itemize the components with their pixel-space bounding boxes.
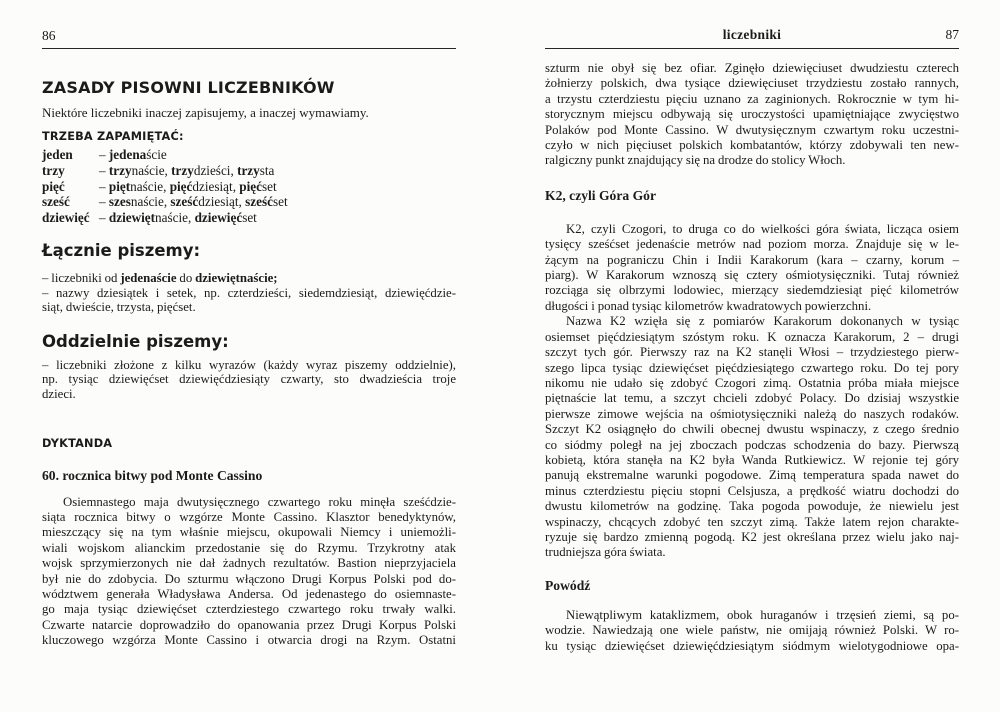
text-line: storycznym miejscu odbywają się uroczystości upamiętniające zwycięstwo [545, 107, 959, 122]
text-line: go maja tysiąc dziewięćset czterdziestego czwartego roku trwały walki. [42, 602, 456, 617]
join-rule-item-2 [42, 286, 456, 315]
derived-suffix: naście [130, 194, 164, 210]
text-line: K2, czyli Czogori, to druga co do wielkości góra świata, licząca osiem [566, 221, 959, 236]
continuation-text [545, 61, 959, 169]
intro-text: Niektóre liczebniki inaczej zapisujemy, a inaczej wymawiamy. [42, 105, 369, 120]
text-line: czyło w nich pięciuset polskich kombatantów, którzy zdobywali ten new- [545, 138, 959, 153]
text-line: siąt, dwieście, trzysta, pięćset. [42, 300, 196, 315]
text-line: szturm nie obył się bez ofiar. Zginęło dziewięciuset dwudziestu czterech [545, 61, 959, 75]
derived-suffix: set [262, 178, 277, 194]
text-line: Czwarte natarcie doprowadziło do opanowania przez Drugi Korpus Polski [42, 617, 456, 632]
text-line: piętnaście lat temu, a szczyt chcieli zdobyć Polacy. Do dzisiaj wszystkie [545, 391, 959, 406]
derived-stem: dziewięć [194, 210, 243, 226]
k2-text-part1 [545, 222, 959, 314]
text-line: mieszczący się na tym właśnie miejscu, okupowali Niemcy i uniemożli- [42, 525, 456, 540]
text-line: żącym na pograniczu Chin i Indii Karakorum (kara – czarny, korum – [545, 252, 959, 267]
text-line: – liczebniki złożone z kilku wyrazów (każdy wyraz piszemy oddzielnie), [42, 357, 456, 372]
text-line [42, 271, 456, 286]
text-line: siąta rocznica bitwy o wzgórze Monte Cassino. Klasztor benedyktynów, [42, 509, 456, 524]
text-line: wodzie. Nawiedzają one wiele państw, nie omijają również Polski. W ro- [545, 623, 959, 638]
text-line: Polaków pod Monte Cassino. W dwutysięcznym czwartym roku uczestni- [545, 122, 959, 137]
derived-stem: trzy [108, 162, 132, 178]
remember-row: jeden – jedenaście [42, 147, 167, 162]
base-numeral: pięć [42, 178, 65, 194]
text-line: trudniejsza góra świata. [545, 545, 666, 560]
text-line: ryzuje się bardzo zmienną pogodą. K2 jest określana przez wielu jako naj- [545, 529, 959, 544]
emphasis-text: jedenaście [120, 270, 177, 285]
text-line: wództwem generała Władysława Andersa. Od jedenastego do osiemnaste- [42, 586, 456, 601]
text-line: nikomu nie udało się zdobyć Czogori zimą. Ostatnia próba miała miejsce [545, 375, 959, 390]
text-line: osiemset pięćdziesiątym szóstym roku. K oznacza Karakorum, 2 – drugi [545, 329, 959, 344]
derived-suffix: naście [130, 178, 164, 194]
k2-text-part2 [545, 314, 959, 561]
text-line: a trzystu czterdziestu pięciu uznano za zaginionych. Rokrocznie w tym hi- [545, 91, 959, 106]
dictation-text [42, 495, 456, 649]
derived-stem: sześć [245, 194, 273, 210]
running-head: liczebniki [722, 27, 782, 42]
text-line: co siódmy poległ na jej zboczach podczas schodzenia do bazy. Pierwszą [545, 437, 959, 452]
text-line: szczyt tych gór. Pierwszy raz na K2 stanęli Włosi – trzydziestego pierw- [545, 345, 959, 360]
derived-suffix: dziesiąt [192, 178, 233, 194]
page-number-right: 87 [945, 27, 959, 42]
text-line: wojsk sprzymierzonych nie dał żadnych rezultatów. Bastion nieprzyjaciela [42, 556, 456, 571]
remember-row: pięć – piętnaście, pięćdziesiąt, pięćset [42, 178, 277, 194]
derived-suffix: ście [146, 147, 167, 162]
derived-stem: trzy [171, 162, 194, 178]
text-line: Szczyt K2 osiągnęło do chwili obecnej dwustu wspinaczy, z czego średnio [545, 422, 959, 437]
derived-stem: pięt [108, 178, 131, 194]
text-line: wspinaczy, chcących zdobyć ten szczyt zimą. Także latem rejon charakte- [545, 514, 959, 529]
text-line: Osiemnastego maja dwutysięcznego czwartego roku minęła sześćdzie- [63, 494, 456, 509]
derived-suffix: naście [155, 210, 188, 226]
page-header-right [545, 27, 959, 49]
remember-row: trzy – trzynaście, trzydzieści, trzysta [42, 162, 275, 178]
page-header-left [42, 27, 456, 49]
text-line: kobietą, która stanęła na K2 była Wanda Rutkiewicz. W rejonie tej góry [545, 452, 959, 467]
text-line: ku tysiąc dziewięćset dziewięćdziesiątym siódmym wielotygodniowe opa- [545, 638, 959, 653]
emphasis-text: dziewiętnaście; [195, 270, 278, 285]
plain-text: do [176, 270, 196, 285]
text-line: szego lipca tysiąc dziewięćset pięćdziesiątego czwartego roku. Do tej pory [545, 360, 959, 375]
derived-stem: pięć [169, 178, 193, 194]
text-line: – nazwy dziesiątek i setek, np. czterdzieści, siedemdziesiąt, dziewięćdzie- [42, 285, 456, 300]
page-right [545, 27, 959, 654]
derived-stem: dziewięt [108, 210, 156, 226]
flood-heading: Powódź [545, 577, 591, 593]
remember-row: dziewięć – dziewiętnaście, dziewięćset [42, 210, 257, 226]
derived-stem: pięć [239, 178, 262, 194]
text-line: Nazwa K2 wzięła się z pomiarów Karakorum dokonanych w tysiąc [566, 314, 959, 329]
text-line: dzieci. [42, 386, 76, 401]
text-line: kluczowego wzgórza Monte Cassino i otwarcia drogi na Rzym. Ostatni [42, 633, 456, 648]
derived-suffix: set [272, 194, 288, 210]
remember-list [42, 147, 456, 226]
derived-suffix: dziesiąt [198, 194, 239, 210]
derived-stem: szes [108, 194, 131, 210]
dyktanda-heading: DYKTANDA [42, 436, 113, 450]
page-number-left: 86 [42, 28, 56, 43]
separate-rule-item [42, 358, 456, 402]
text-line: tysięcy sześćset jedenaście metrów nad poziom morza. Znajduje się w le- [545, 237, 959, 252]
separate-heading: Oddzielnie piszemy: [42, 331, 229, 351]
plain-text: – liczebniki od [42, 270, 121, 285]
base-numeral: trzy [42, 162, 65, 178]
join-rule-item-1 [42, 271, 456, 286]
dictation-title: 60. rocznica bitwy pod Monte Cassino [42, 467, 263, 483]
base-numeral: sześć [42, 194, 70, 210]
k2-heading: K2, czyli Góra Gór [545, 187, 656, 203]
page-title: ZASADY PISOWNI LICZEBNIKÓW [42, 78, 335, 97]
derived-suffix: dzieści [193, 162, 231, 178]
text-line: długości i ponad tysiąc kilometrów kwadratowych powierzchni. [545, 298, 872, 313]
remember-row: sześć – szesnaście, sześćdziesiąt, sześćset [42, 194, 288, 210]
flood-text [545, 608, 959, 654]
derived-suffix: sta [259, 162, 275, 178]
page-left [42, 27, 456, 649]
text-line: był nie do zdobycia. Do szturmu włączono Drugi Korpus Polski pod do- [42, 571, 456, 586]
text-line: rozciąga się olbrzymi lodowiec, mierzący siedemdziesiąt pięć kilometrów [545, 283, 959, 298]
base-numeral: dziewięć [42, 210, 90, 226]
derived-suffix: set [242, 210, 257, 226]
join-heading: Łącznie piszemy: [42, 240, 201, 260]
text-line: wiali wojskom alianckim przedostanie się do Rzymu. Trzykrotny atak [42, 540, 456, 555]
text-line: minus czterdziestu pięciu stopni Celsjusza, a prędkość wiatru dochodzi do [545, 483, 959, 498]
base-numeral: jeden [42, 147, 73, 162]
text-line: piarg). W Karakorum wznoszą się cztery ośmiotysięczniki. Tutaj również [545, 268, 959, 283]
derived-stem: jedena [108, 147, 147, 162]
text-line: ralgiczny punkt znajdujący się na drodze do stolicy Włoch. [545, 153, 846, 168]
remember-heading: TRZEBA ZAPAMIĘTAĆ: [42, 130, 184, 143]
text-line: np. tysiąc dziewięćset dziewięćdziesiąty czwarty, sto dwadzieścia troje [42, 372, 456, 387]
derived-stem: sześć [170, 194, 199, 210]
text-line: panują ekstremalne warunki pogodowe. Zimą temperatura spada nawet do [545, 468, 959, 483]
derived-suffix: naście [131, 162, 165, 178]
derived-stem: trzy [237, 162, 260, 178]
text-line: żołnierzy polskich, dwa tysiące dziewięciuset trzydziestu zostało rannych, [545, 76, 959, 91]
text-line: pierwsze zimowe wejścia na ośmiotysięczniki należą do naszych rodaków. [545, 406, 959, 421]
text-line: Niewątpliwym kataklizmem, obok huraganów i trzęsień ziemi, są po- [566, 607, 959, 622]
text-line: dwustu kilometrów na godzinę. Taka pogoda powoduje, że niewielu jest [545, 499, 959, 514]
